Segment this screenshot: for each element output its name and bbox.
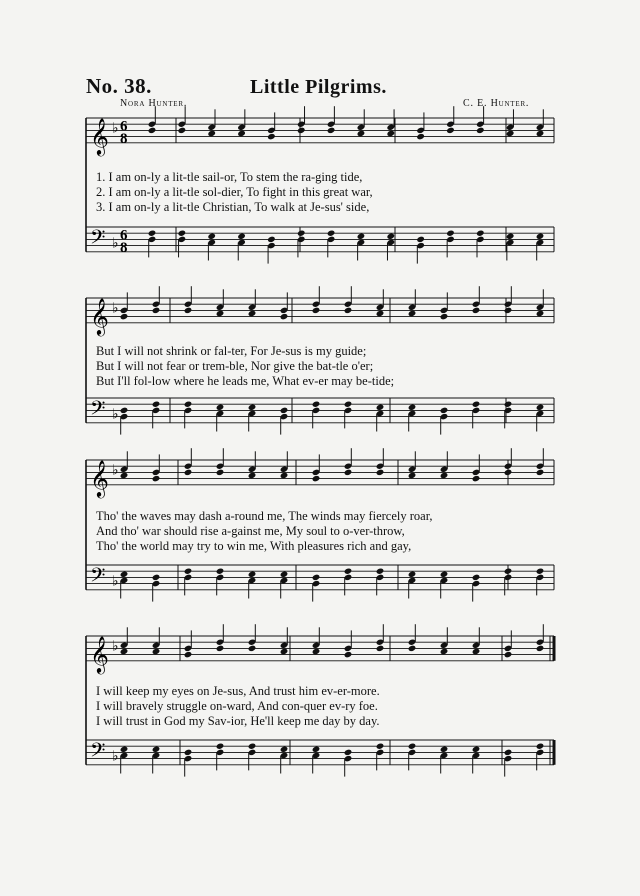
flat-sign: ♭ [112, 235, 119, 252]
note-head [178, 230, 187, 237]
note-head [184, 568, 193, 575]
time-signature-top: 6 [120, 227, 128, 244]
time-signature-bottom: 8 [120, 239, 128, 256]
note-head [184, 651, 193, 658]
note-head [408, 404, 417, 411]
note-head [280, 407, 289, 414]
note-head [297, 127, 306, 134]
note-head [248, 571, 257, 578]
note-head [178, 127, 187, 134]
note-head [504, 749, 513, 756]
note-head [344, 651, 353, 658]
note-head [376, 310, 385, 317]
note-head [312, 307, 321, 314]
note-head [376, 404, 385, 411]
note-head [344, 307, 353, 314]
note-head [476, 230, 485, 237]
note-head [344, 469, 353, 476]
note-head [184, 307, 193, 314]
note-head [440, 648, 449, 655]
note-head [267, 133, 276, 140]
lyric-line: And tho' war should rise a-gainst me, My soul to o-ver-throw, [96, 524, 405, 538]
note-head [216, 469, 225, 476]
flat-sign: ♭ [112, 462, 119, 479]
note-head [120, 746, 129, 753]
note-head [408, 472, 417, 479]
note-head [504, 568, 513, 575]
note-head [207, 130, 216, 137]
note-head [248, 472, 257, 479]
lyric-line: But I'll fol-low where he leads me, What ev-er may be-tide; [96, 374, 395, 388]
note-head [120, 407, 129, 414]
time-signature-bottom: 8 [120, 130, 128, 147]
note-head [216, 568, 225, 575]
bass-clef: 𝄢 [90, 396, 106, 425]
note-head [344, 401, 353, 408]
note-head [312, 401, 321, 408]
note-head [472, 307, 481, 314]
note-head [120, 648, 129, 655]
bass-clef: 𝄢 [90, 738, 106, 767]
lyric-line: I will keep my eyes on Je-sus, And trust him ev-er-more. [96, 684, 380, 698]
flat-sign: ♭ [112, 748, 119, 765]
lyrics-system-1 [96, 170, 552, 215]
note-head [248, 743, 257, 750]
note-head [357, 130, 366, 137]
note-head [312, 648, 321, 655]
note-head [152, 648, 161, 655]
note-head [327, 230, 336, 237]
note-head [248, 645, 257, 652]
note-head [152, 574, 161, 581]
lyric-line: But I will not shrink or fal-ter, For Je-sus is my guide; [96, 344, 367, 358]
lyric-line: But I will not fear or trem-ble, Nor give the bat-tle o'er; [96, 359, 374, 373]
treble-clef: 𝄞 [90, 116, 109, 155]
note-head [280, 571, 289, 578]
note-head [280, 313, 289, 320]
note-head [120, 472, 129, 479]
note-head [376, 568, 385, 575]
lyric-line: I will trust in God my Sav-ior, He'll keep me day by day. [96, 714, 380, 728]
note-head [248, 404, 257, 411]
note-head [386, 130, 395, 137]
note-head [216, 404, 225, 411]
note-head [376, 743, 385, 750]
note-head [148, 127, 157, 134]
time-signature-top: 6 [120, 118, 128, 135]
note-head [280, 648, 289, 655]
note-head [344, 749, 353, 756]
note-head [472, 401, 481, 408]
note-head [504, 401, 513, 408]
lyrics-system-2 [96, 344, 552, 389]
note-head [237, 130, 246, 137]
note-head [536, 130, 545, 137]
note-head [472, 574, 481, 581]
note-head [506, 130, 515, 137]
treble-clef: 𝄞 [90, 296, 109, 335]
note-head [216, 743, 225, 750]
note-head [216, 310, 225, 317]
note-head [152, 475, 161, 482]
note-head [408, 743, 417, 750]
flat-sign: ♭ [112, 573, 119, 590]
note-head [536, 743, 545, 750]
note-head [440, 746, 449, 753]
note-head [504, 469, 513, 476]
note-head [248, 310, 257, 317]
composer-credit: C. E. Hunter. [463, 98, 530, 109]
note-head [536, 568, 545, 575]
note-head [536, 645, 545, 652]
note-head [312, 475, 321, 482]
note-head [120, 571, 129, 578]
note-head [312, 746, 321, 753]
note-head [152, 307, 161, 314]
note-head [472, 475, 481, 482]
note-head [312, 574, 321, 581]
note-head [237, 233, 246, 240]
note-head [280, 746, 289, 753]
flat-sign: ♭ [112, 300, 119, 317]
note-head [327, 127, 336, 134]
hymn-number: No. 38. [86, 74, 152, 98]
lyric-line: 2. I am on-ly a lit-tle sol-dier, To fight in this great war, [96, 185, 373, 199]
note-head [280, 472, 289, 479]
note-head [504, 651, 513, 658]
note-head [297, 230, 306, 237]
note-head [416, 133, 425, 140]
lyric-line: 3. I am on-ly a lit-tle Christian, To walk at Je-sus' side, [96, 200, 370, 214]
note-head [440, 571, 449, 578]
note-head [184, 401, 193, 408]
note-head [440, 472, 449, 479]
treble-clef: 𝄞 [90, 458, 109, 497]
note-head [184, 749, 193, 756]
note-head [536, 404, 545, 411]
note-head [416, 236, 425, 243]
poet-credit: Nora Hunter. [120, 98, 188, 109]
flat-sign: ♭ [112, 638, 119, 655]
note-head [386, 233, 395, 240]
flat-sign: ♭ [112, 120, 119, 137]
note-head [472, 648, 481, 655]
note-head [446, 230, 455, 237]
note-head [207, 233, 216, 240]
lyric-line: I will bravely struggle on-ward, And con-quer ev-ry foe. [96, 699, 378, 713]
note-head [504, 307, 513, 314]
note-head [536, 233, 545, 240]
note-head [148, 230, 157, 237]
note-head [357, 233, 366, 240]
note-head [152, 746, 161, 753]
note-head [408, 645, 417, 652]
note-head [408, 571, 417, 578]
note-head [376, 469, 385, 476]
hymn-title: Little Pilgrims. [250, 76, 387, 98]
lyric-line: 1. I am on-ly a lit-tle sail-or, To stem the ra-ging tide, [96, 170, 363, 184]
bass-clef: 𝄢 [90, 563, 106, 592]
note-head [152, 401, 161, 408]
treble-clef: 𝄞 [90, 634, 109, 673]
note-head [376, 645, 385, 652]
note-head [216, 645, 225, 652]
note-head [440, 313, 449, 320]
note-head [472, 746, 481, 753]
note-head [120, 313, 129, 320]
note-head [506, 233, 515, 240]
lyric-line: Tho' the world may try to win me, With pleasures rich and gay, [96, 539, 412, 553]
note-head [440, 407, 449, 414]
lyric-line: Tho' the waves may dash a-round me, The winds may fiercely roar, [96, 509, 433, 523]
note-head [476, 127, 485, 134]
note-head [408, 310, 417, 317]
bass-clef: 𝄢 [90, 225, 106, 254]
flat-sign: ♭ [112, 406, 119, 423]
note-head [267, 236, 276, 243]
note-head [536, 469, 545, 476]
lyrics-system-4 [96, 684, 552, 729]
note-head [536, 310, 545, 317]
note-head [184, 469, 193, 476]
note-head [344, 568, 353, 575]
lyrics-system-3 [96, 509, 552, 554]
note-head [446, 127, 455, 134]
